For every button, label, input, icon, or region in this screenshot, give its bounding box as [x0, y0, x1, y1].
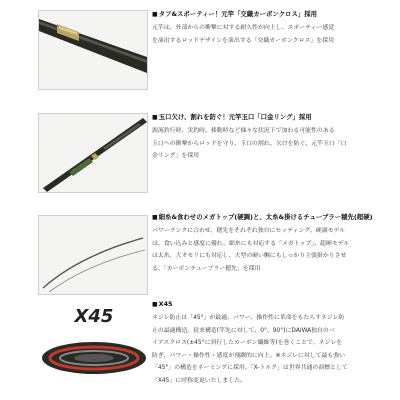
body-line: パワーランクに合わせ、穂先をそれぞれ独自にセッティング。硬調モデル: [152, 228, 345, 234]
section-heading: ■細糸&食わせのメガトップ(硬調)と、太糸&掛けるチューブラー穂先(超硬): [152, 213, 373, 221]
section-heading: ■X45: [152, 300, 173, 308]
section-heading: ■玉口欠け、割れを防ぐ！元竿玉口「口金リング」採用: [152, 113, 312, 121]
square-bullet-icon: ■: [152, 11, 158, 18]
rod-ring-illustration: [39, 114, 147, 192]
x45-logo-photo: [38, 300, 150, 396]
rod-butt-illustration: [39, 11, 147, 89]
body-line: 元竿は、外部からの衝撃に対する耐久性が向上し、スポーティー感覚: [152, 25, 335, 31]
rod-ring-photo: [38, 113, 148, 193]
body-line: 金リング」を採用: [152, 153, 200, 159]
section-heading: ■タフ&スポーティー！元竿「交織カーボンクロス」採用: [152, 10, 317, 18]
body-line: 止の最適構造。従来構造(竿先に対して、0°、90°)にDAIWA独自のバ: [152, 327, 335, 334]
body-line: ネジレ防止は「45°」が最適。パワー、操作性に革命をもたらすネジレ防: [152, 315, 345, 321]
square-bullet-icon: ■: [152, 301, 158, 308]
body-line: を演出するロッドデザインを演出する「交織カーボンクロス」を採用: [152, 37, 334, 44]
body-line: 源流釣行時、実釣時、移動時など様々な状況下で加わる可能性のある: [152, 128, 335, 134]
rod-butt-photo: [38, 10, 148, 90]
body-line: は、食い込みと感度に優れ、細糸にも対応する「メガトップ」、超硬モデル: [152, 240, 350, 247]
square-bullet-icon: ■: [152, 114, 158, 121]
rod-tip-photo: [38, 215, 148, 295]
x45-logo-icon: X45: [74, 306, 114, 327]
body-line: 防ぎ、パワー・操作性・感度が飛躍的に向上。※ネジレに対して最も強い: [152, 352, 346, 359]
body-line: イアスクロス(±45°に斜行したカーボン繊維等)を巻くことで、ネジレを: [152, 340, 343, 346]
body-line: 玉口への衝撃からロッドを守り、玉口の割れ、欠けを防ぐ、元竿玉口「口: [152, 140, 347, 147]
x45-illustration: [38, 300, 150, 396]
body-line: る、「カーボンチューブラー穂先」を採用: [152, 265, 261, 272]
body-line: は太糸、大オモリにも対応し、大型の硬い鯛にもしっかり主張掛かりさせ: [152, 253, 347, 259]
body-line: 「45°」の構造をネーミングに採用。「X-トルク」は世界共通の商標として: [152, 365, 348, 371]
body-line: 「X45」に呼称変更いたしました。: [152, 377, 246, 384]
square-bullet-icon: ■: [152, 214, 158, 221]
rod-tip-illustration: [39, 216, 147, 294]
